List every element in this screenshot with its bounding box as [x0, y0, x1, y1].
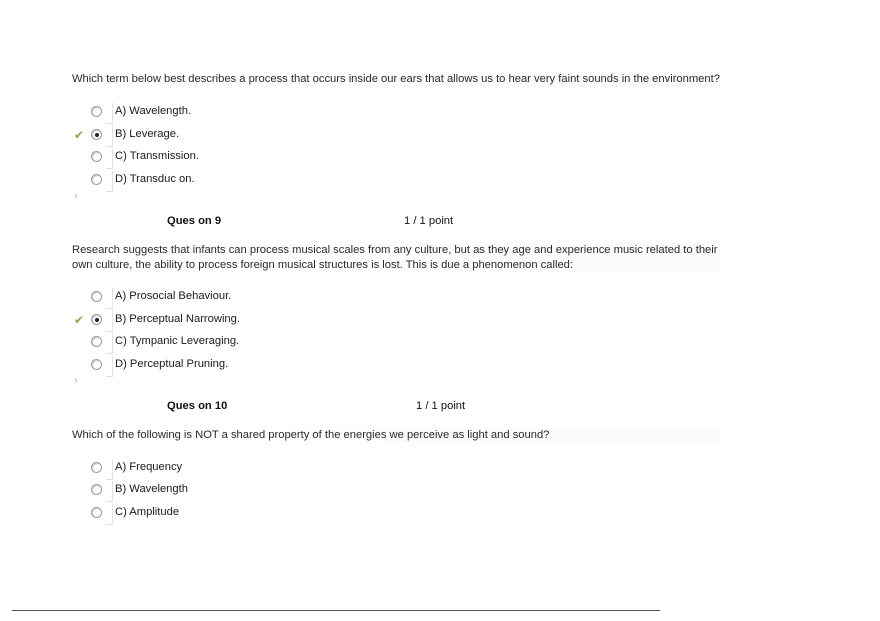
question-10-score: 1 / 1 point — [416, 400, 466, 412]
question-8-text: Which term below best describes a process that occurs inside our ears that allows us to hear very faint sounds in the environment? — [72, 73, 720, 85]
question-9-text: Research suggests that infants can process musical scales from any culture, but as they age and experience music related to their own culture, the ability to process foreign musical structures is lost. This is due a phenomenon called: — [72, 243, 720, 272]
question-10-heading: Ques on 10 — [167, 400, 228, 412]
radio-unselected-icon[interactable] — [91, 151, 102, 162]
radio-unselected-icon[interactable] — [91, 336, 102, 347]
chevron-right-icon[interactable]: › — [74, 190, 78, 202]
option-frame — [106, 504, 113, 525]
checkmark-icon: ✔ — [74, 128, 85, 142]
question-9-option-a[interactable] — [72, 289, 492, 309]
radio-selected-icon[interactable] — [91, 129, 102, 140]
radio-selected-icon[interactable] — [91, 314, 102, 325]
chevron-right-icon[interactable]: › — [74, 375, 78, 387]
option-label: A) Wavelength. — [115, 105, 192, 117]
option-frame — [106, 356, 113, 377]
radio-unselected-icon[interactable] — [91, 507, 102, 518]
question-9-heading: Ques on 9 — [167, 215, 222, 227]
question-9-score: 1 / 1 point — [404, 215, 454, 227]
checkmark-icon: ✔ — [74, 313, 85, 327]
option-label: C) Tympanic Leveraging. — [115, 335, 240, 347]
option-frame — [106, 148, 113, 169]
option-label: C) Transmission. — [115, 150, 199, 162]
option-frame — [106, 481, 113, 502]
question-8-option-a[interactable] — [72, 104, 492, 124]
question-10-option-c[interactable] — [72, 505, 492, 525]
question-9-option-c[interactable] — [72, 334, 492, 354]
question-9-option-b[interactable] — [72, 312, 492, 332]
option-label: A) Prosocial Behaviour. — [115, 290, 232, 302]
option-frame — [106, 333, 113, 354]
option-label: B) Wavelength — [115, 483, 188, 495]
question-10-text: Which of the following is NOT a shared property of the energies we perceive as light and sound? — [72, 428, 720, 443]
option-label: B) Leverage. — [115, 128, 180, 140]
option-label: A) Frequency — [115, 461, 183, 473]
option-label: C) Amplitude — [115, 506, 180, 518]
radio-unselected-icon[interactable] — [91, 484, 102, 495]
option-frame — [106, 171, 113, 192]
option-frame — [106, 103, 113, 124]
radio-unselected-icon[interactable] — [91, 106, 102, 117]
question-8-option-c[interactable] — [72, 149, 492, 169]
option-label: D) Perceptual Pruning. — [115, 358, 229, 370]
option-frame — [106, 288, 113, 309]
question-8-option-d[interactable] — [72, 172, 492, 192]
question-8-option-b[interactable] — [72, 127, 492, 147]
radio-unselected-icon[interactable] — [91, 174, 102, 185]
question-9-option-d[interactable] — [72, 357, 492, 377]
question-10-option-a[interactable] — [72, 460, 492, 480]
option-frame — [106, 126, 113, 147]
option-label: B) Perceptual Narrowing. — [115, 313, 240, 325]
radio-unselected-icon[interactable] — [91, 291, 102, 302]
option-frame — [106, 311, 113, 332]
option-frame — [106, 459, 113, 480]
radio-unselected-icon[interactable] — [91, 462, 102, 473]
question-10-option-b[interactable] — [72, 482, 492, 502]
footer-divider — [12, 610, 660, 611]
option-label: D) Transduc on. — [115, 173, 195, 185]
radio-unselected-icon[interactable] — [91, 359, 102, 370]
